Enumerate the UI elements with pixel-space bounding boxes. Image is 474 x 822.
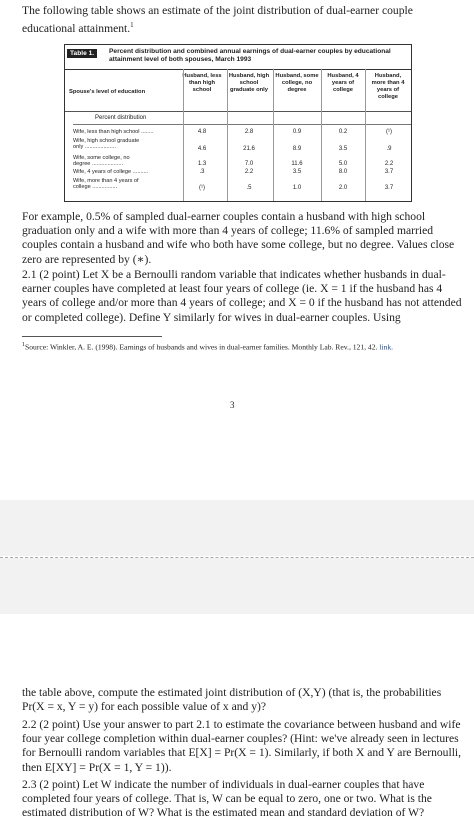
- intro-text: [22, 4, 462, 36]
- cell-r3-c5: 2.2: [384, 161, 394, 167]
- col-separator: [365, 69, 366, 201]
- cell-r4-c3: 3.5: [292, 169, 302, 175]
- col-separator: [227, 69, 228, 201]
- cell-r5-c5: 3.7: [384, 185, 394, 191]
- cell-r4-c5: 3.7: [384, 169, 394, 175]
- cell-r2-c2: 21.6: [243, 146, 255, 152]
- cell-r5-c1: (¹): [199, 185, 205, 191]
- row-label-3: Wife, some college, no degree ....................: [73, 155, 130, 168]
- cell-r2-c1: 4.6: [197, 146, 207, 152]
- cell-r3-c3: 11.6: [291, 161, 303, 167]
- footnote-mark: 1: [22, 342, 25, 348]
- page-number: 3: [230, 400, 235, 410]
- cell-r4-c1: .3: [199, 169, 205, 175]
- col-header-4: Husband, 4 years of college: [327, 73, 359, 93]
- col-separator: [183, 69, 184, 201]
- col-separator: [273, 69, 274, 201]
- page-gap-top: [0, 500, 474, 556]
- footnote-rule: [22, 336, 162, 337]
- question-2-1-continued: the table above, compute the estimated joint distribution of (X,Y) (that is, the probabilities Pr(X = x, Y = y) for each possible value of x and y)?: [22, 686, 442, 714]
- cell-r2-c3: 8.9: [292, 146, 302, 152]
- footnote: [22, 340, 462, 353]
- header-divider: [65, 111, 411, 112]
- cell-r3-c4: 5.0: [338, 161, 348, 167]
- footnote-text: Source: Winkler, A. E. (1998). Earnings of husbands and wives in dual-earner families. Monthly Lab. Rev., 121, 42.: [25, 342, 378, 352]
- cell-r1-c3: 0.9: [292, 129, 302, 135]
- education-table: [64, 44, 412, 202]
- cell-r5-c4: 2.0: [338, 185, 348, 191]
- col-separator: [321, 69, 322, 201]
- cell-r4-c2: 2.2: [244, 169, 254, 175]
- footnote-link[interactable]: link.: [379, 342, 394, 352]
- cell-r2-c5: .9: [386, 146, 392, 152]
- section-divider: [73, 124, 411, 125]
- section-label: Percent distribution: [95, 115, 147, 121]
- cell-r3-c1: 1.3: [197, 161, 207, 167]
- cell-r4-c4: 8.0: [338, 169, 348, 175]
- intro-body: The following table shows an estimate of the joint distribution of dual-earner couple educational attainment.: [22, 4, 413, 35]
- cell-r5-c2: .5: [246, 185, 252, 191]
- question-2-1: 2.1 (2 point) Let X be a Bernoulli random variable that indicates whether husbands in dual-earner couples have completed at least four years of college (ie. X = 1 if the husband has 4 years of college and/or more than 4 years of college; and X = 0 if the husband has not attended or completed college). Define Y similarly for wives in dual-earner couples. Using: [22, 268, 462, 324]
- cell-r5-c3: 1.0: [292, 185, 302, 191]
- cell-r1-c4: 0.2: [338, 129, 348, 135]
- table-caption: Percent distribution and combined annual earnings of dual-earner couples by educational attainment level of both spouses, March 1993: [109, 48, 391, 63]
- cell-r2-c4: 3.5: [338, 146, 348, 152]
- cell-r3-c2: 7.0: [244, 161, 254, 167]
- question-2-2: 2.2 (2 point) Use your answer to part 2.1 to estimate the covariance between husband and wife four year college completion within dual-earner couples? (Hint: we've already seen in lectures for Bernoulli random variables that E[X] = Pr(X = 1). Similarly, if both X and Y are Bernoulli, then E[XY] = Pr(X = 1, Y = 1)).: [22, 718, 462, 774]
- cell-r1-c5: (¹): [386, 129, 392, 135]
- cell-r1-c1: 4.8: [197, 129, 207, 135]
- footnote-ref: 1: [130, 21, 134, 29]
- table-header: [65, 45, 411, 70]
- example-paragraph: For example, 0.5% of sampled dual-earner couples contain a husband with high school graduation only and a wife with more than 4 years of college; 11.6% of sampled married couples contain a husband and wife who both have some college, but no degree. Values close zero are represented by (∗).: [22, 210, 455, 266]
- col-header-2: Husband, high school graduate only: [228, 73, 270, 93]
- col-header-3: Husband, some college, no degree: [275, 73, 319, 93]
- row-label-1: Wife, less than high school ........: [73, 129, 154, 135]
- col-header-5: Husband, more than 4 years of college: [371, 73, 405, 100]
- row-label-4: Wife, 4 years of college ..........: [73, 169, 149, 175]
- cell-r1-c2: 2.8: [244, 129, 254, 135]
- col-header-1: Husband, less than high school: [182, 73, 222, 93]
- row-label-5: Wife, more than 4 years of college ................: [73, 178, 139, 191]
- page-gap-bottom: [0, 558, 474, 614]
- table-badge: Table 1.: [67, 49, 97, 58]
- question-2-3: 2.3 (2 point) Let W indicate the number of individuals in dual-earner couples that have completed four years of college. That is, W can be equal to zero, one or two. What is the estimated distribution of W? What is the estimated mean and standard deviation of W?: [22, 778, 432, 820]
- row-header-label: Spouse's level of education: [69, 89, 146, 95]
- row-label-2: Wife, high school graduate only ....................: [73, 138, 140, 151]
